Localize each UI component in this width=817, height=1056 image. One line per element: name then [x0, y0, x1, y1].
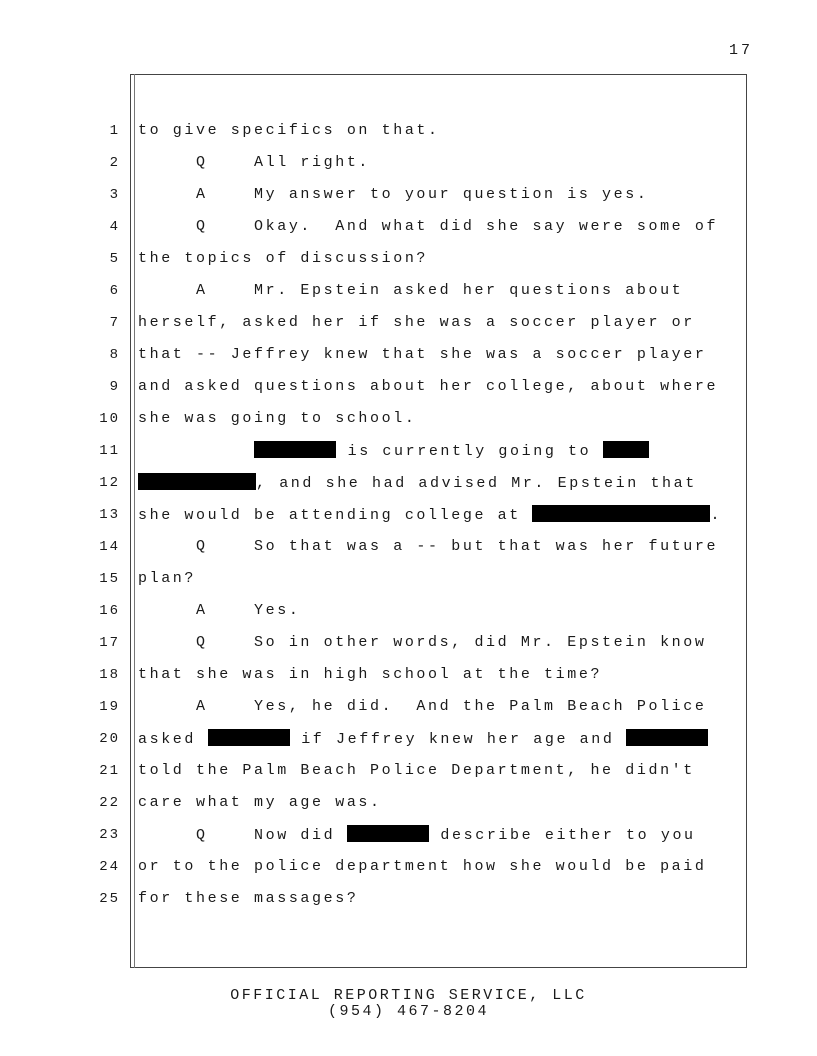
line-text: or to the police department how she would be paid: [138, 858, 707, 875]
line-text: plan?: [138, 570, 197, 587]
line-text: A Yes, he did. And the Palm Beach Police: [138, 698, 707, 715]
footer-phone: (954) 467-8204: [327, 1003, 490, 1020]
frame-bottom-rule: [131, 967, 747, 968]
line-segment: , and she had advised Mr. Epstein that: [256, 475, 697, 492]
redaction-block: [347, 825, 429, 842]
transcript-line: [0, 281, 817, 313]
line-text: [138, 473, 697, 494]
transcript-line: [0, 153, 817, 185]
frame-top-rule: [131, 74, 747, 75]
line-segment: Q Now did: [138, 827, 347, 844]
line-number: 1: [109, 123, 120, 139]
transcript-line: [0, 473, 817, 505]
transcript-line: [0, 729, 817, 761]
transcript-line: [0, 409, 817, 441]
line-text: A My answer to your question is yes.: [138, 186, 649, 203]
redaction-block: [626, 729, 708, 746]
line-text: A Yes.: [138, 602, 301, 619]
transcript-line: [0, 665, 817, 697]
line-segment: is currently going to: [336, 443, 603, 460]
transcript-line: [0, 601, 817, 633]
transcript-line: [0, 217, 817, 249]
transcript-line: [0, 633, 817, 665]
line-text: [138, 505, 722, 526]
transcript-line: [0, 889, 817, 921]
line-text: A Mr. Epstein asked her questions about: [138, 282, 684, 299]
line-text: Q So that was a -- but that was her future: [138, 538, 719, 555]
transcript-line: [0, 537, 817, 569]
line-number: 10: [99, 411, 120, 427]
line-text: and asked questions about her college, about where: [138, 378, 719, 395]
line-text: care what my age was.: [138, 794, 382, 811]
line-number: 18: [99, 667, 120, 683]
redaction-block: [532, 505, 710, 522]
line-segment: [138, 443, 254, 460]
transcript-line: [0, 377, 817, 409]
page-number: 17: [728, 42, 753, 59]
line-number: 5: [109, 251, 120, 267]
line-number: 3: [109, 187, 120, 203]
line-number: 7: [109, 315, 120, 331]
footer-company: OFFICIAL REPORTING SERVICE, LLC: [230, 987, 587, 1004]
line-text: herself, asked her if she was a soccer player or: [138, 314, 695, 331]
line-number: 21: [99, 763, 120, 779]
transcript-line: [0, 505, 817, 537]
line-text: that -- Jeffrey knew that she was a soccer player: [138, 346, 707, 363]
transcript-line: [0, 441, 817, 473]
line-text: she was going to school.: [138, 410, 417, 427]
line-number: 16: [99, 603, 120, 619]
transcript-line: [0, 121, 817, 153]
line-text: [138, 729, 708, 750]
line-number: 24: [99, 859, 120, 875]
line-number: 22: [99, 795, 120, 811]
line-text: [138, 441, 649, 462]
line-number: 6: [109, 283, 120, 299]
redaction-block: [138, 473, 256, 490]
line-segment: .: [710, 507, 723, 524]
line-number: 4: [109, 219, 120, 235]
line-number: 20: [99, 731, 120, 747]
redaction-block: [208, 729, 290, 746]
transcript-line: [0, 345, 817, 377]
line-text: for these massages?: [138, 890, 359, 907]
line-number: 2: [109, 155, 120, 171]
line-number: 8: [109, 347, 120, 363]
transcript-line: [0, 793, 817, 825]
transcript-line: [0, 697, 817, 729]
line-number: 14: [99, 539, 120, 555]
line-segment: she would be attending college at: [138, 507, 533, 524]
line-number: 25: [99, 891, 120, 907]
line-text: that she was in high school at the time?: [138, 666, 603, 683]
line-text: to give specifics on that.: [138, 122, 440, 139]
line-number: 15: [99, 571, 120, 587]
transcript-line: [0, 185, 817, 217]
line-text: Q Okay. And what did she say were some of: [138, 218, 719, 235]
transcript-line: [0, 569, 817, 601]
redaction-block: [603, 441, 649, 458]
transcript-line: [0, 825, 817, 857]
line-text: the topics of discussion?: [138, 250, 429, 267]
line-text: told the Palm Beach Police Department, he didn't: [138, 762, 695, 779]
line-text: Q All right.: [138, 154, 371, 171]
line-segment: if Jeffrey knew her age and: [289, 731, 627, 748]
line-number: 17: [99, 635, 120, 651]
transcript-line: [0, 761, 817, 793]
line-text: Q So in other words, did Mr. Epstein know: [138, 634, 707, 651]
transcript-line: [0, 313, 817, 345]
line-number: 13: [99, 507, 120, 523]
line-segment: asked: [138, 731, 208, 748]
redaction-block: [254, 441, 336, 458]
line-number: 9: [109, 379, 120, 395]
line-number: 11: [99, 443, 120, 459]
transcript-line: [0, 249, 817, 281]
line-segment: describe either to you: [428, 827, 696, 844]
line-number: 12: [99, 475, 120, 491]
line-text: [138, 825, 696, 846]
line-number: 23: [99, 827, 120, 843]
transcript-line: [0, 857, 817, 889]
line-number: 19: [99, 699, 120, 715]
